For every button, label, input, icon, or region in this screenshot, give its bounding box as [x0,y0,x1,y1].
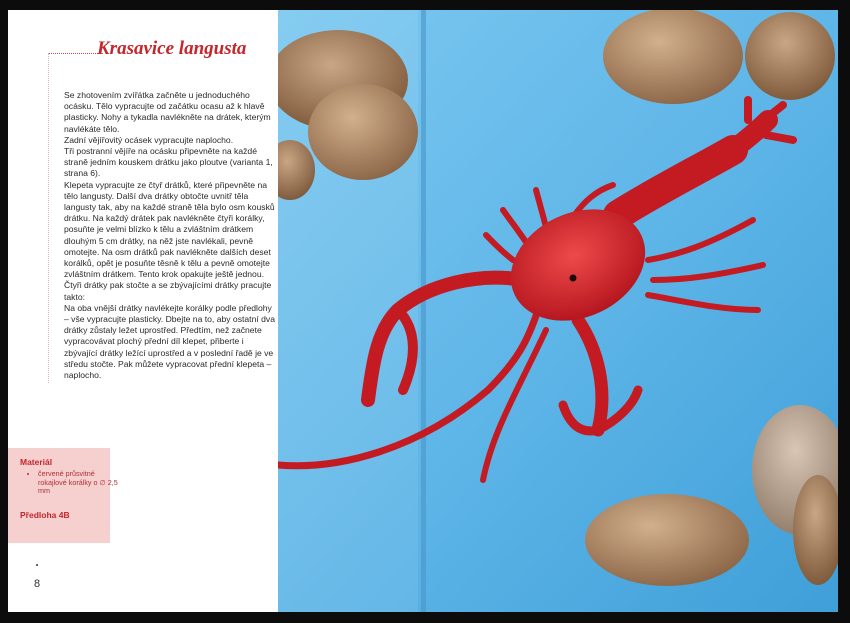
material-list [26,470,118,496]
title-rule [48,53,98,54]
dot-mark [36,564,38,566]
margin-rule [48,53,49,383]
stone-bottom [585,494,749,586]
page-number: 8 [34,578,41,590]
pattern-label: Předloha 4B [20,510,70,520]
text-page [8,10,278,612]
page-title: Krasavice langusta [97,38,247,59]
paragraph: Tři postranní vějíře na ocásku připevněte na každé straně jedním kouskem drátku jako ploutve (varianta 1, strana 6). [64,146,273,179]
page-fold [421,10,426,612]
stone-top [603,10,743,104]
stone-top-right [745,12,835,100]
material-item: • červené průsvitné rokajlové korálky o ∅ 2,5 mm [38,470,118,496]
photo-illustration [278,10,838,612]
material-box [8,448,118,543]
lobster-eye [570,275,577,282]
instructions-text [64,90,276,381]
paragraph: Zadní vějířovitý ocásek vypracujte naplocho. [64,134,234,145]
paragraph: Se zhotovením zvířátka začněte u jednoduchého ocásku. Tělo vypracujte od začátku ocasu až k hlavě plasticky. Nohy a tykadla navlékněte na drátek, kterým navlékáte tělo. [64,90,271,134]
lobster-photo [278,10,838,612]
book-spread [8,10,838,612]
material-heading: Materiál [20,457,53,467]
paragraph: Na oba vnější drátky navlékejte korálky podle předlohy – vše vypracujte plasticky. Dbejte na to, aby ostatní dva drátky zůstaly ležet uprostřed. Předtím, než začnete vypracovávat plochý přední díl klepet, přiberte i zbývající drátky ležící uprostřed a v poslední řadě je ve středu stočte. Pak můžete vypracovat přední klepeta – naplocho. [64,302,275,381]
paragraph: Klepeta vypracujte ze čtyř drátků, které připevněte na tělo langusty. Další dva drátky obtočte uvnitř těla langusty tak, aby na každé straně těla bylo osm kousků drátku. Na každý drátek pak navlékněte čtyři korálky, posuňte je velmi blízko k tělu a zvláštním drátkem dlouhým 5 cm drátky, na něž jste navlékali, pevně omotejte. Na osm drátků pak navlékněte dalších deset korálků, opět je posuňte těsně k tělu a pevně omotejte zvláštním drátkem. Tento krok opakujte ještě jednou. Čtyři drátky pak stočte a se zbývajícími drátky pracujte takto: [64,179,275,302]
